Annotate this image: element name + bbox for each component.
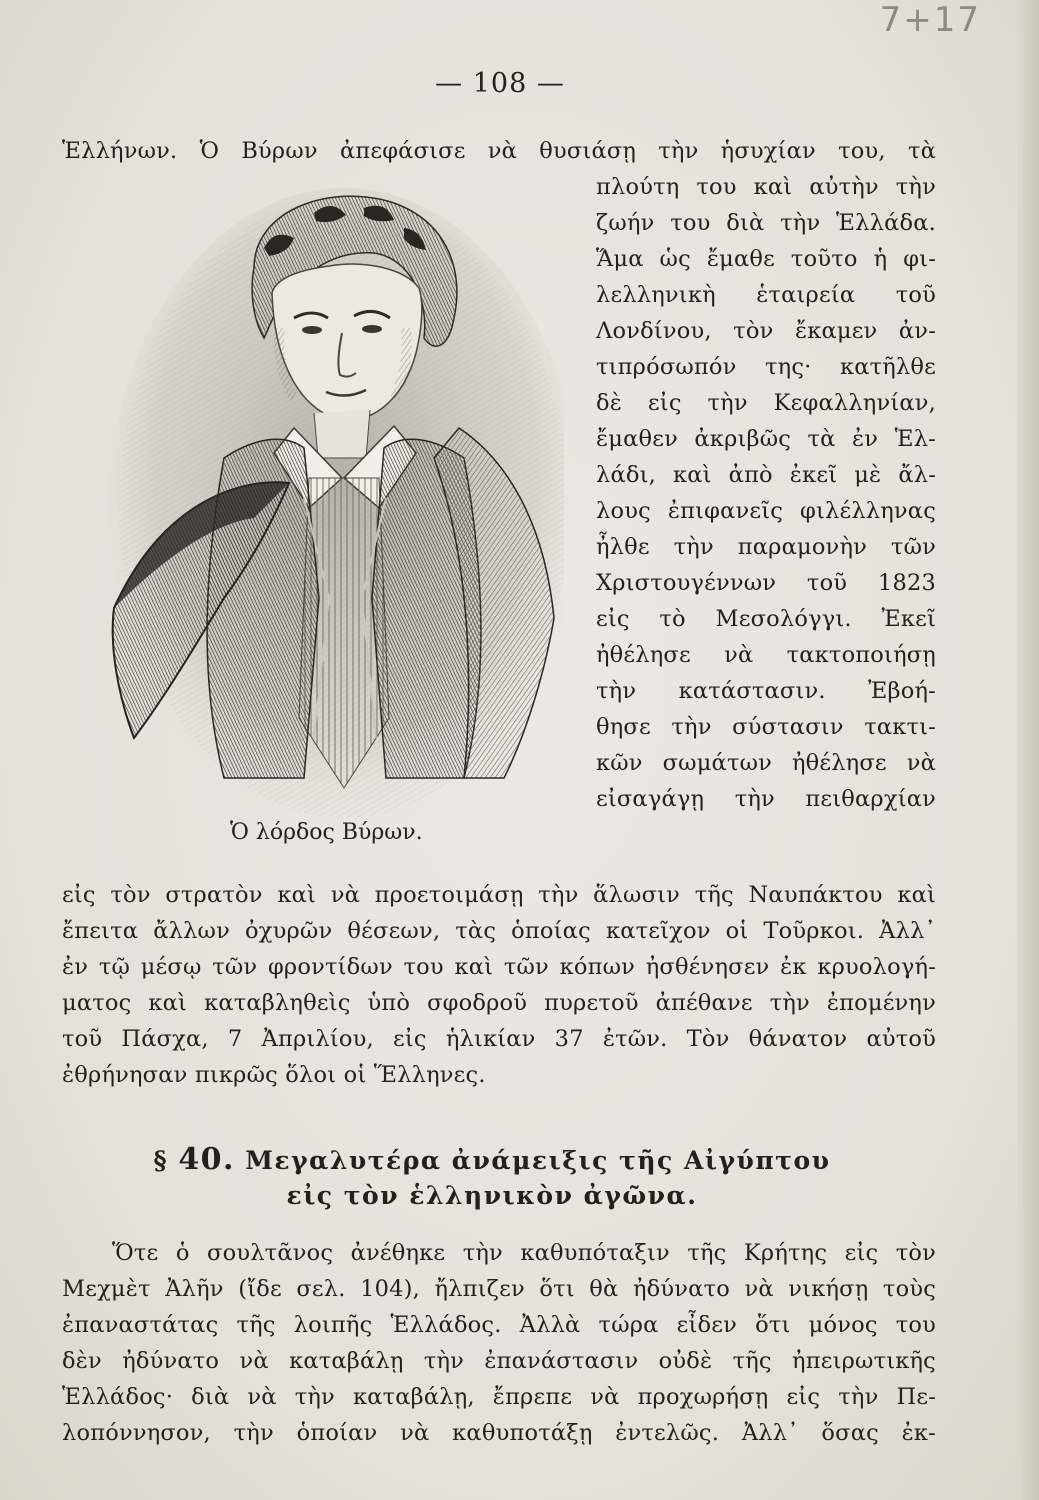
paragraph-line: ἐπαναστάτας τῆς λοιπῆς Ἑλλάδος. Ἀλλὰ τώρα εἶδεν ὅτι μόνος του [62,1312,936,1338]
paragraph-line: τοῦ Πάσχα, 7 Ἀπριλίου, εἰς ἡλικίαν 37 ἐτῶν. Τὸν θάνατον αὐτοῦ [62,1026,936,1052]
section-number: 40. [178,1142,236,1177]
side-line: λους ἐπιφανεῖς φιλέλληνας [596,498,936,524]
side-line: θησε τὴν σύστασιν τακτι- [596,714,936,740]
portrait-lord-byron [104,178,564,818]
side-line: ἠθέλησε νὰ τακτοποιήσῃ [596,642,936,668]
section-heading [132,1142,852,1179]
side-line: ἔμαθεν ἀκριβῶς τὰ ἐν Ἑλ- [596,426,936,452]
paragraph-line: ματος καὶ καταβληθεὶς ὑπὸ σφοδροῦ πυρετοῦ ἀπέθανε τὴν ἐπομένην [62,990,936,1016]
side-line: δὲ εἰς τὴν Κεφαλληνίαν, [596,390,936,416]
side-line: Χριστουγέννων τοῦ 1823 [596,570,936,596]
side-line: εἰς τὸ Μεσολόγγι. Ἐκεῖ [596,606,936,632]
page-binding-edge [1017,0,1039,1500]
paragraph-line: Ὅτε ὁ σουλτᾶνος ἀνέθηκε τὴν καθυπόταξιν τῆς Κρήτης εἰς τὸν [112,1240,936,1266]
paragraph-line: δὲν ἠδύνατο νὰ καταβάλῃ τὴν ἐπανάστασιν οὐδὲ τῆς ἠπειρωτικῆς [62,1348,936,1374]
section-heading-line-2 [132,1178,852,1214]
side-line: εἰσαγάγῃ τὴν πειθαρχίαν [596,786,936,812]
paragraph-line: ἐν τῷ μέσῳ τῶν φροντίδων του καὶ τῶν κόπων ἠσθένησεν ἐκ κρυολογή- [62,954,936,980]
text-line-top: Ἑλλήνων. Ὁ Βύρων ἀπεφάσισε νὰ θυσιάσῃ τὴν ἡσυχίαν του, τὰ [62,138,936,164]
paragraph-line: λοπόννησον, τὴν ὁποίαν νὰ καθυποτάξῃ ἐντελῶς. Ἀλλ᾽ ὅσας ἐκ- [62,1420,936,1446]
paragraph-line: ἐθρήνησαν πικρῶς ὅλοι οἱ Ἕλληνες. [62,1062,486,1088]
portrait-caption: Ὁ λόρδος Βύρων. [230,820,423,845]
paragraph-line: εἰς τὸν στρατὸν καὶ νὰ προετοιμάσῃ τὴν ἅλωσιν τῆς Ναυπάκτου καὶ [62,882,936,908]
section-symbol: § [153,1146,169,1175]
page-number: — 108 — [435,68,565,99]
side-line: λελληνικὴ ἑταιρεία τοῦ [596,282,936,308]
side-line: τιπρόσωπόν της· κατῆλθε [596,354,936,380]
side-line: πλούτη του καὶ αὐτὴν τὴν [596,174,936,200]
section-title-line-2: εἰς τὸν ἑλληνικὸν ἀγῶνα. [286,1181,698,1210]
section-title-line-1: Μεγαλυτέρα ἀνάμειξις τῆς Αἰγύπτου [245,1146,831,1175]
side-line: τὴν κατάστασιν. Ἐβοή- [596,678,936,704]
side-line: λάδι, καὶ ἀπὸ ἐκεῖ μὲ ἄλ- [596,462,936,488]
handwritten-corner-mark: 7+17 [879,0,981,40]
paragraph-line: Ἑλλάδος· διὰ νὰ τὴν καταβάλῃ, ἔπρεπε νὰ προχωρήσῃ εἰς τὴν Πε- [62,1384,936,1410]
side-line: ζωήν του διὰ τὴν Ἑλλάδα. [596,210,936,236]
paragraph-line: Μεχμὲτ Ἀλῆν (ἴδε σελ. 104), ἤλπιζεν ὅτι θὰ ἠδύνατο νὰ νικήσῃ τοὺς [62,1276,936,1302]
paragraph-line: ἔπειτα ἄλλων ὀχυρῶν θέσεων, τὰς ὁποίας κατεῖχον οἱ Τοῦρκοι. Ἀλλ᾽ [62,918,936,944]
side-line: Λονδίνου, τὸν ἔκαμεν ἀν- [596,318,936,344]
side-line: κῶν σωμάτων ἠθέλησε νὰ [596,750,936,776]
side-line: ἦλθε τὴν παραμονὴν τῶν [596,534,936,560]
side-line: Ἅμα ὡς ἔμαθε τοῦτο ἡ φι- [596,246,936,272]
